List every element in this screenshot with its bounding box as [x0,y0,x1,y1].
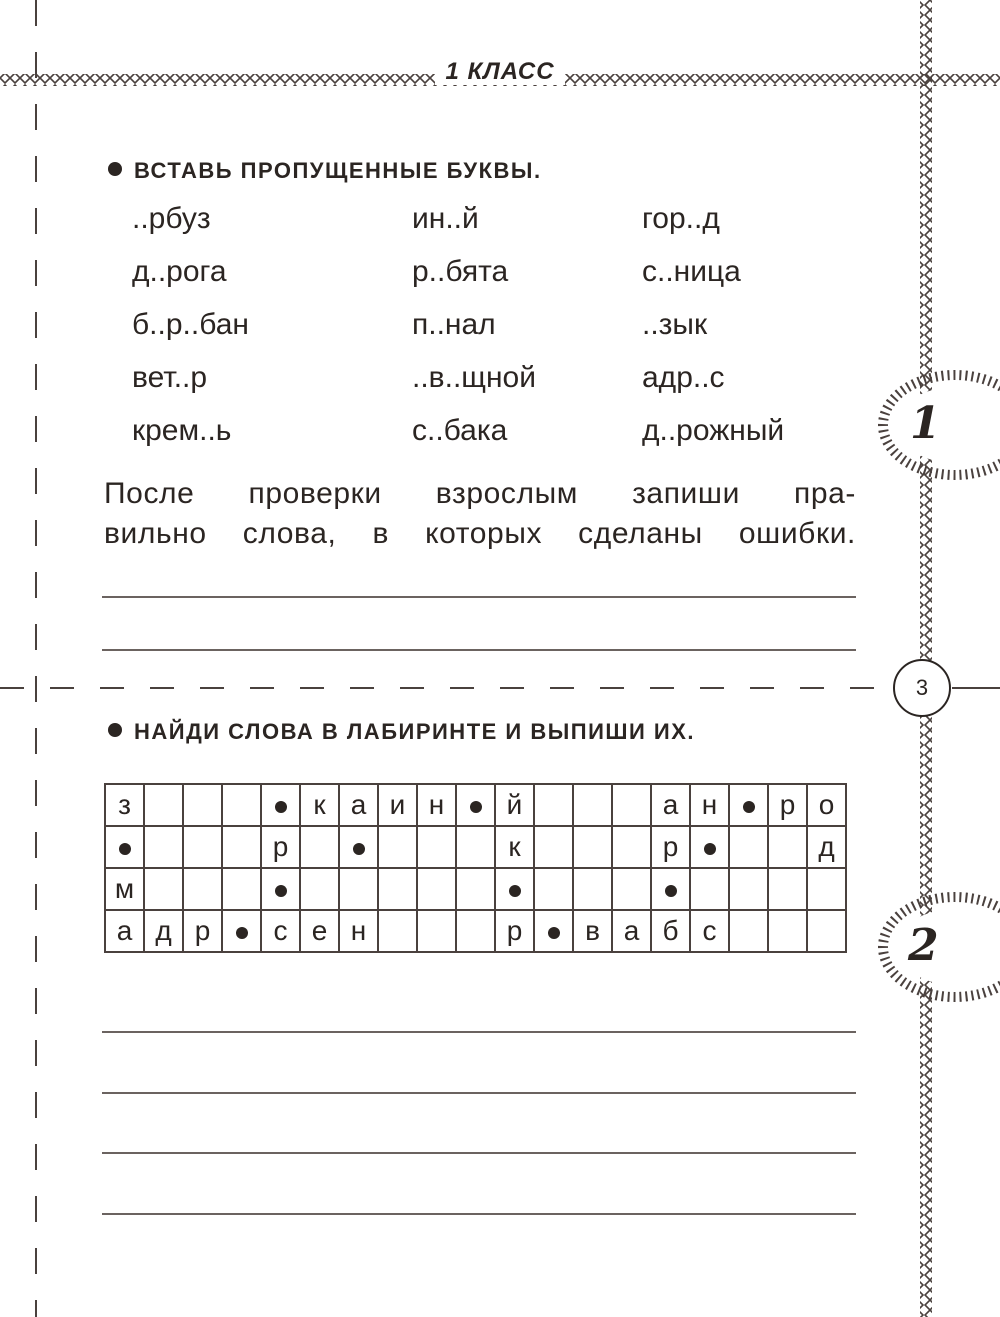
word-item: р..бята [412,255,509,288]
word-item: с..бака [412,414,508,447]
word-item: крем..ь [132,414,232,447]
bullet-icon [108,162,122,176]
maze-dot [509,885,521,897]
word-item: д..рога [132,255,227,288]
word-item: д..рожный [642,414,785,447]
maze-cell [573,826,612,868]
maze-cell [378,910,417,952]
maze-dot [665,885,677,897]
maze-cell [300,826,339,868]
maze-cell: з [105,784,144,826]
page-header [0,58,1000,86]
maze-cell [378,868,417,910]
tab-number-1: 1 [910,398,941,449]
maze-cell: р [495,910,534,952]
word-item: с..ница [642,255,741,288]
maze-cell [456,826,495,868]
maze-cell: н [690,784,729,826]
maze-cell: е [300,910,339,952]
maze-cell [768,910,807,952]
maze-cell: м [105,868,144,910]
maze-cell [534,910,573,952]
grade-label: 1 КЛАСС [435,58,564,85]
maze-cell [534,868,573,910]
maze-dot [236,927,248,939]
answer-line[interactable] [102,1152,856,1154]
maze-cell: о [807,784,846,826]
word-item: п..нал [412,308,496,341]
maze-cell [339,826,378,868]
answer-line[interactable] [102,1031,856,1033]
task1-column-1 [132,202,249,467]
maze-cell [807,910,846,952]
maze-cell [105,826,144,868]
maze-cell [183,868,222,910]
maze-row [105,910,846,952]
maze-cell [417,826,456,868]
maze-cell: р [261,826,300,868]
task2-title: НАЙДИ СЛОВА В ЛАБИРИНТЕ И ВЫПИШИ ИХ. [108,719,695,745]
word-item: ..зык [642,308,708,341]
maze-cell: а [105,910,144,952]
maze-row [105,868,846,910]
word-item: гор..д [642,202,720,235]
page-number: 3 [893,659,951,717]
maze-cell: в [573,910,612,952]
maze-cell [573,784,612,826]
maze-cell: д [807,826,846,868]
word-item: б..р..бан [132,308,249,341]
maze-cell [768,868,807,910]
maze-dot [353,843,365,855]
answer-line[interactable] [102,1213,856,1215]
maze-cell: и [378,784,417,826]
task1-column-3 [642,202,784,467]
maze-cell [144,784,183,826]
maze-dot [275,885,287,897]
maze-cell [300,868,339,910]
maze-cell: с [690,910,729,952]
maze-cell [183,784,222,826]
maze-cell [612,784,651,826]
maze-cell: к [300,784,339,826]
maze-cell [729,868,768,910]
maze-cell [144,826,183,868]
maze-cell [456,868,495,910]
maze-cell [222,826,261,868]
maze-cell [222,868,261,910]
maze-cell [690,826,729,868]
maze-cell [417,868,456,910]
maze-dot [704,843,716,855]
word-maze-grid [104,783,847,953]
maze-cell [573,868,612,910]
answer-line[interactable] [102,1092,856,1094]
maze-dot [119,843,131,855]
maze-cell [495,868,534,910]
maze-dot [548,927,560,939]
answer-line[interactable] [102,596,856,598]
maze-cell [261,868,300,910]
maze-cell [612,826,651,868]
maze-cell: к [495,826,534,868]
maze-cell [729,826,768,868]
maze-cell [222,784,261,826]
maze-cell [729,910,768,952]
maze-cell [222,910,261,952]
maze-cell [261,784,300,826]
maze-cell [417,910,456,952]
maze-cell: а [612,910,651,952]
maze-dot [470,801,482,813]
maze-cell: р [768,784,807,826]
answer-line[interactable] [102,649,856,651]
word-item: ..рбуз [132,202,211,235]
tab-1-ornament [883,375,1000,475]
maze-cell [534,826,573,868]
maze-cell: а [651,784,690,826]
maze-row [105,826,846,868]
bullet-icon [108,723,122,737]
task1-column-2 [412,202,536,467]
maze-cell [456,784,495,826]
task1-title: ВСТАВЬ ПРОПУЩЕННЫЕ БУКВЫ. [108,158,542,184]
word-item: вет..р [132,361,208,394]
maze-cell: а [339,784,378,826]
instruction-line-2: вильно слова, в которых сделаны ошибки. [104,517,856,550]
maze-cell [534,784,573,826]
maze-dot [275,801,287,813]
maze-cell: н [339,910,378,952]
maze-cell: й [495,784,534,826]
maze-cell [144,868,183,910]
maze-cell [768,826,807,868]
maze-cell [612,868,651,910]
tab-2-ornament [883,897,1000,997]
maze-cell [651,868,690,910]
maze-cell [807,868,846,910]
maze-cell: р [183,910,222,952]
maze-cell [183,826,222,868]
instruction-line-1: После проверки взрослым запиши пра- [104,477,856,510]
maze-cell: с [261,910,300,952]
maze-dot [743,801,755,813]
word-item: адр..с [642,361,725,394]
word-item: ин..й [412,202,479,235]
tab-number-2: 2 [908,920,939,971]
maze-cell: н [417,784,456,826]
task1-instruction [104,474,856,554]
maze-cell [456,910,495,952]
word-item: ..в..щной [412,361,536,394]
maze-cell [378,826,417,868]
maze-cell: б [651,910,690,952]
maze-cell [339,868,378,910]
maze-row [105,784,846,826]
maze-cell [690,868,729,910]
maze-cell: д [144,910,183,952]
maze-cell: р [651,826,690,868]
maze-cell [729,784,768,826]
